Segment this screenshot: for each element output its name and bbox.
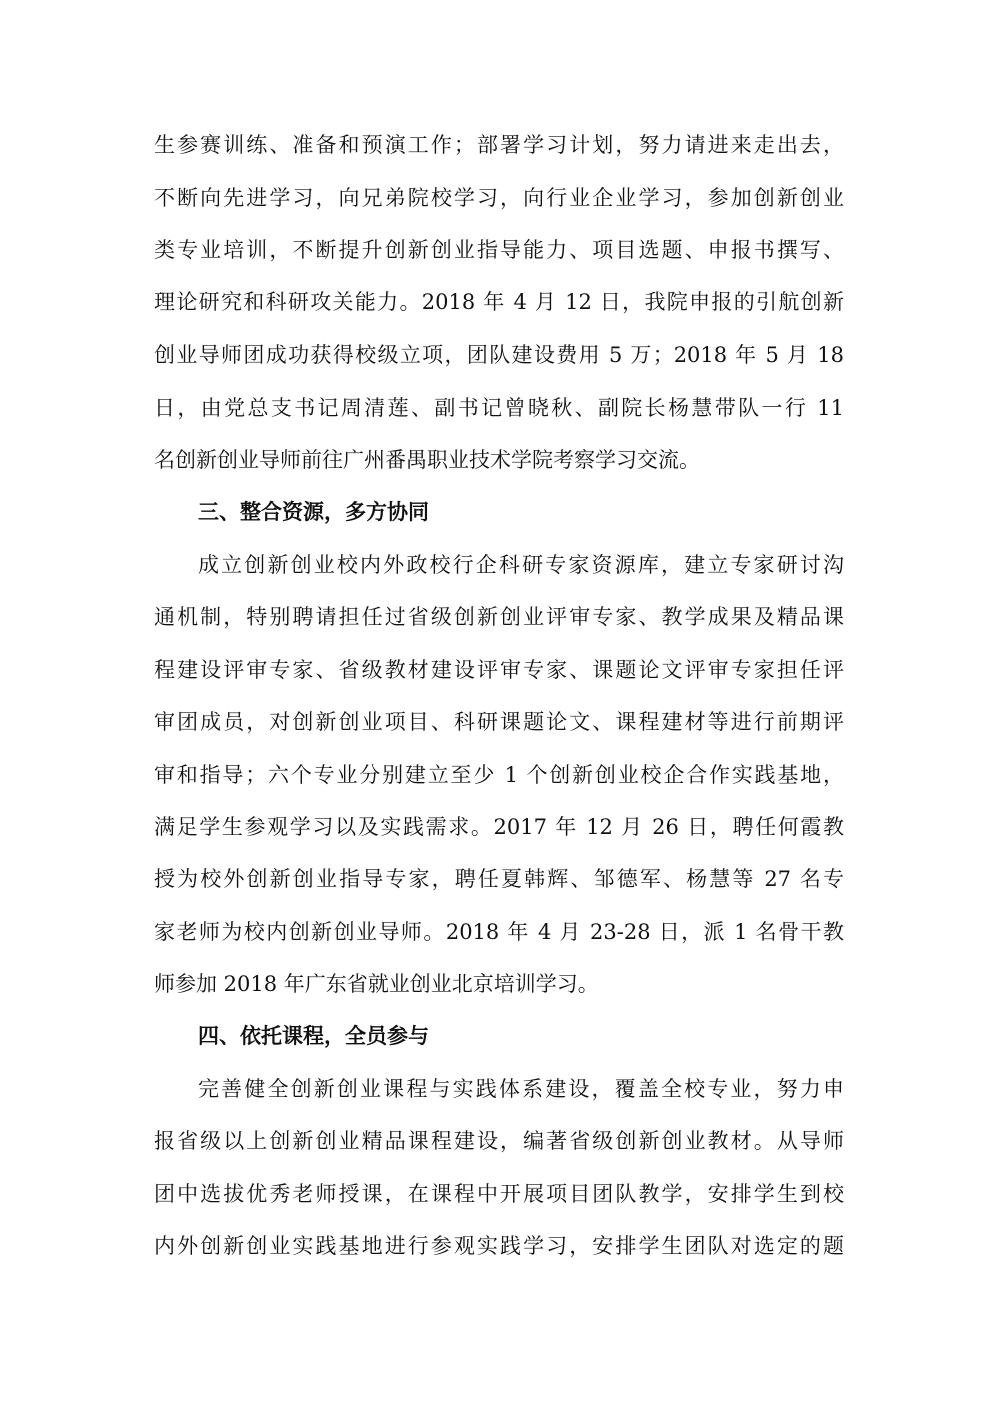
section-heading-3: 三、整合资源，多方协同 xyxy=(198,500,429,524)
paragraph-1-line-2: 不断向先进学习，向兄弟院校学习，向行业企业学习，参加创新创业 xyxy=(154,186,844,210)
paragraph-1-line-4: 理论研究和科研攻关能力。2018 年 4 月 12 日，我院申报的引航创新 xyxy=(154,290,844,314)
paragraph-3-line-2: 报省级以上创新创业精品课程建设，编著省级创新创业教材。从导师 xyxy=(154,1129,844,1153)
paragraph-3-line-1: 完善健全创新创业课程与实践体系建设，覆盖全校专业，努力申 xyxy=(198,1077,844,1101)
paragraph-2-line-8: 家老师为校内创新创业导师。2018 年 4 月 23-28 日，派 1 名骨干教 xyxy=(154,920,844,944)
paragraph-2-line-5: 审和指导；六个专业分别建立至少 1 个创新创业校企合作实践基地， xyxy=(154,763,844,787)
paragraph-2-line-2: 通机制，特别聘请担任过省级创新创业评审专家、教学成果及精品课 xyxy=(154,605,844,629)
paragraph-1-line-5: 创业导师团成功获得校级立项，团队建设费用 5 万；2018 年 5 月 18 xyxy=(154,343,844,367)
paragraph-2-line-1: 成立创新创业校内外政校行企科研专家资源库，建立专家研讨沟 xyxy=(198,553,844,577)
paragraph-3-line-4: 内外创新创业实践基地进行参观实践学习，安排学生团队对选定的题 xyxy=(154,1234,844,1258)
paragraph-1-line-1: 生参赛训练、准备和预演工作；部署学习计划，努力请进来走出去， xyxy=(154,133,844,157)
paragraph-2-line-3: 程建设评审专家、省级教材建设评审专家、课题论文评审专家担任评 xyxy=(154,658,844,682)
paragraph-2-line-4: 审团成员，对创新创业项目、科研课题论文、课程建材等进行前期评 xyxy=(154,710,844,734)
paragraph-1-line-6: 日，由党总支书记周清莲、副书记曾晓秋、副院长杨慧带队一行 11 xyxy=(154,396,844,420)
paragraph-2-line-7: 授为校外创新创业指导专家，聘任夏韩辉、邹德军、杨慧等 27 名专 xyxy=(154,867,844,891)
paragraph-2-line-6: 满足学生参观学习以及实践需求。2017 年 12 月 26 日，聘任何霞教 xyxy=(154,815,844,839)
paragraph-3-line-3: 团中选拔优秀老师授课，在课程中开展项目团队教学，安排学生到校 xyxy=(154,1182,844,1206)
section-heading-4: 四、依托课程，全员参与 xyxy=(198,1024,429,1048)
paragraph-1-line-3: 类专业培训，不断提升创新创业指导能力、项目选题、申报书撰写、 xyxy=(154,238,844,262)
paragraph-2-line-9: 师参加 2018 年广东省就业创业北京培训学习。 xyxy=(154,972,599,996)
paragraph-1-line-7: 名创新创业导师前往广州番禺职业技术学院考察学习交流。 xyxy=(154,448,700,472)
